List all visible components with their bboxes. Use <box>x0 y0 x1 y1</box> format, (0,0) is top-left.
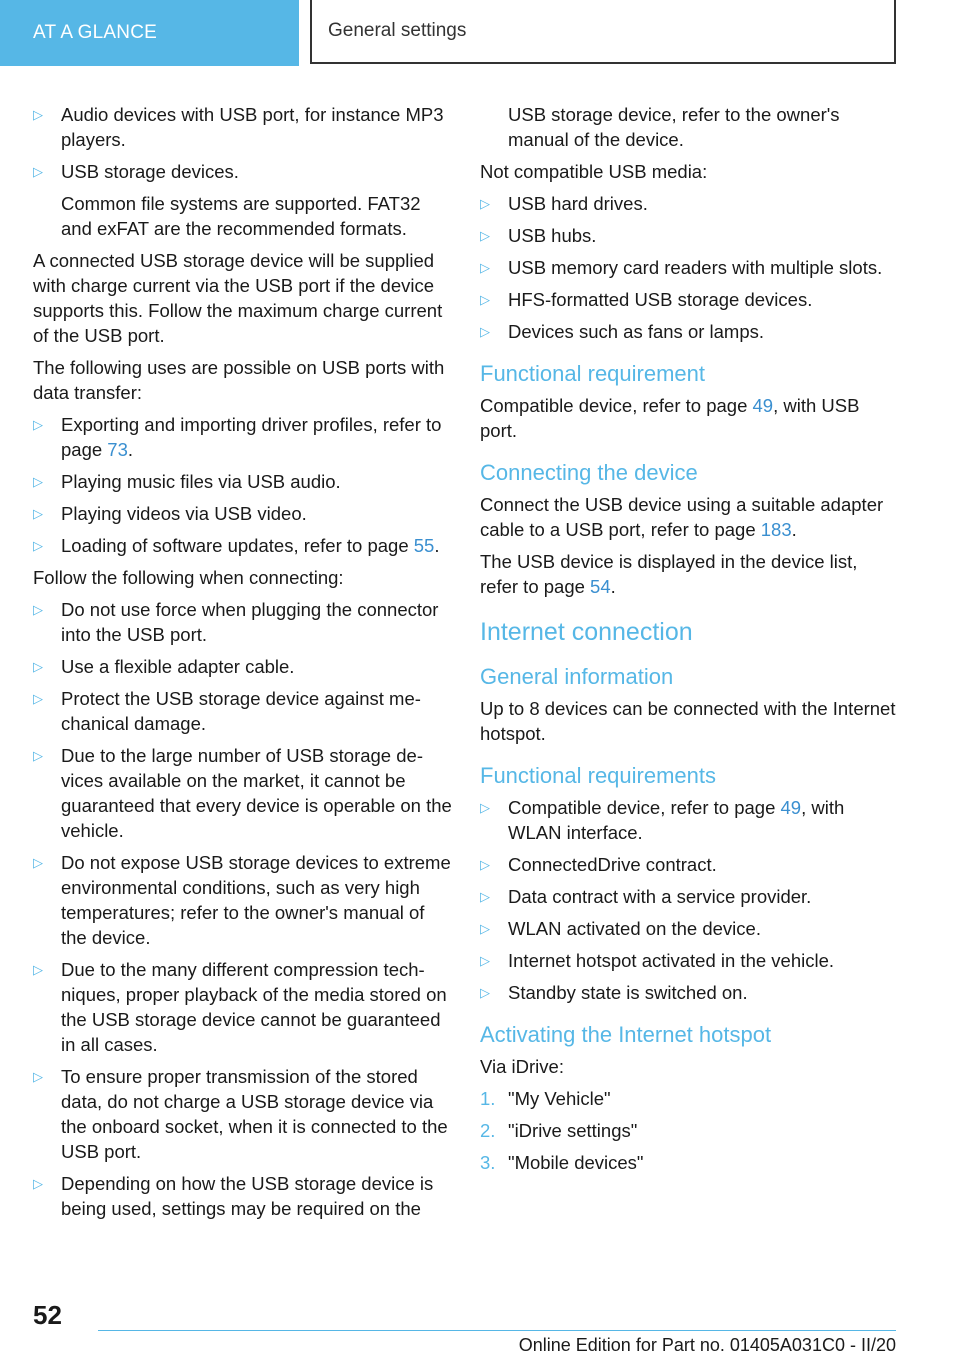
list-item: ▷ ConnectedDrive contract. <box>480 854 717 875</box>
bullet-icon: ▷ <box>33 602 43 617</box>
list-item: ▷ Depending on how the USB storage device is being used, settings may be required on the <box>33 1173 434 1219</box>
paragraph: The USB device is displayed in the device list, refer to page 54. <box>480 551 858 597</box>
step-number: 3. <box>480 1152 496 1173</box>
bullet-icon: ▷ <box>480 260 490 275</box>
left-column <box>33 102 453 1228</box>
list-item: ▷ Do not expose USB storage devices to extreme environmental conditions, such as very high temperatures; refer to the owner's manual of the device. <box>33 852 451 948</box>
bullet-icon: ▷ <box>480 921 490 936</box>
bullet-icon: ▷ <box>33 1069 43 1084</box>
bullet-icon: ▷ <box>480 324 490 339</box>
list-item: ▷ Devices such as fans or lamps. <box>480 321 765 342</box>
list-item: ▷ Compatible device, refer to page 49, with WLAN interface. <box>480 797 845 843</box>
list-item: ▷ HFS-formatted USB storage devices. <box>480 289 813 310</box>
step-number: 2. <box>480 1120 496 1141</box>
list-item: ▷ Due to the large number of USB storage devices available on the market, it cannot be guaranteed that every device is operable on the vehicle. <box>33 745 452 841</box>
page-title: General settings <box>310 0 896 64</box>
bullet-icon: ▷ <box>33 474 43 489</box>
page-header <box>0 0 960 66</box>
list-item: ▷ USB storage devices. Common file systems are supported. FAT32 and exFAT are the recommended formats. <box>33 159 453 241</box>
bullet-icon: ▷ <box>33 107 43 122</box>
list-item: ▷ USB memory card readers with multiple slots. <box>480 257 883 278</box>
bullet-icon: ▷ <box>480 889 490 904</box>
bullet-icon: ▷ <box>480 857 490 872</box>
bullet-icon: ▷ <box>480 292 490 307</box>
continued-text: USB storage device, refer to the owner's manual of the device. <box>508 104 840 150</box>
paragraph: Via iDrive: <box>480 1056 564 1077</box>
bullet-icon: ▷ <box>33 962 43 977</box>
step-number: 1. <box>480 1088 496 1109</box>
section-heading: Connecting the device <box>480 460 698 485</box>
usb-uses-list <box>33 412 453 558</box>
bullet-icon: ▷ <box>33 659 43 674</box>
list-item: ▷ To ensure proper transmission of the stored data, do not charge a USB storage device via the onboard socket, when it is connected to the USB port. <box>33 1066 448 1162</box>
paragraph: The following uses are possible on USB ports with data transfer: <box>33 357 445 403</box>
paragraph: Connect the USB device using a suitable adapter cable to a USB port, refer to page 183. <box>480 494 884 540</box>
list-item-note: Common file systems are supported. FAT32 and exFAT are the recommended formats. <box>61 193 421 239</box>
edition-note: Online Edition for Part no. 01405A031C0 - II/20 <box>518 1335 896 1355</box>
section-heading: Functional requirements <box>480 763 717 788</box>
page-number: 52 <box>33 1300 62 1330</box>
bullet-icon: ▷ <box>33 748 43 763</box>
not-compatible-list <box>480 191 900 344</box>
list-item: ▷ Playing music files via USB audio. <box>33 471 341 492</box>
list-item: ▷ Protect the USB storage device against mechanical damage. <box>33 688 421 734</box>
bullet-icon: ▷ <box>480 228 490 243</box>
step-item: 2. "iDrive settings" <box>480 1120 638 1141</box>
bullet-icon: ▷ <box>480 953 490 968</box>
list-item: ▷ Playing videos via USB video. <box>33 503 307 524</box>
list-item: ▷ Standby state is switched on. <box>480 982 748 1003</box>
page-link[interactable]: 183 <box>760 519 792 540</box>
paragraph: A connected USB storage device will be supplied with charge current via the USB port if the device supports this. Follow the maximum charge current of the USB port. <box>33 250 443 346</box>
section-heading: General information <box>480 664 674 689</box>
chapter-heading: Internet connection <box>480 618 693 646</box>
paragraph: Not compatible USB media: <box>480 161 708 182</box>
bullet-icon: ▷ <box>33 1176 43 1191</box>
list-item: ▷ Audio devices with USB port, for instance MP3 players. <box>33 104 444 150</box>
paragraph: Compatible device, refer to page 49, with USB port. <box>480 395 860 441</box>
bullet-icon: ▷ <box>480 196 490 211</box>
list-item: ▷ WLAN activated on the device. <box>480 918 761 939</box>
list-item: ▷ Internet hotspot activated in the vehicle. <box>480 950 835 971</box>
page-link[interactable]: 49 <box>752 395 774 416</box>
paragraph: Follow the following when connecting: <box>33 567 344 588</box>
connecting-notes-list <box>33 597 453 1221</box>
requirements-list <box>480 795 900 1005</box>
bullet-icon: ▷ <box>480 800 490 815</box>
section-tab[interactable]: AT A GLANCE <box>0 0 299 66</box>
step-item: 1. "My Vehicle" <box>480 1088 611 1109</box>
page-link[interactable]: 49 <box>780 797 802 818</box>
list-item: ▷ Loading of software updates, refer to page 55. <box>33 535 440 556</box>
usb-device-list <box>33 102 453 241</box>
right-column <box>480 102 900 1182</box>
bullet-icon: ▷ <box>33 691 43 706</box>
steps-list <box>480 1086 900 1175</box>
bullet-icon: ▷ <box>33 506 43 521</box>
paragraph: Up to 8 devices can be connected with the Internet hotspot. <box>480 698 896 744</box>
list-item: ▷ Data contract with a service provider. <box>480 886 812 907</box>
bullet-icon: ▷ <box>33 538 43 553</box>
bullet-icon: ▷ <box>33 855 43 870</box>
page-link[interactable]: 55 <box>413 535 435 556</box>
list-item: ▷ USB hard drives. <box>480 193 648 214</box>
bullet-icon: ▷ <box>480 985 490 1000</box>
page-link[interactable]: 54 <box>590 576 611 597</box>
bullet-icon: ▷ <box>33 164 43 179</box>
step-item: 3. "Mobile devices" <box>480 1152 644 1173</box>
list-item: ▷ Do not use force when plugging the connector into the USB port. <box>33 599 439 645</box>
section-heading: Activating the Internet hotspot <box>480 1022 772 1047</box>
list-item: ▷ USB hubs. <box>480 225 597 246</box>
bullet-icon: ▷ <box>33 417 43 432</box>
section-heading: Functional requirement <box>480 361 706 386</box>
list-item: ▷ Use a flexible adapter cable. <box>33 656 295 677</box>
list-item: ▷ Exporting and importing driver profiles, refer to page 73. <box>33 414 442 460</box>
page-link[interactable]: 73 <box>107 439 128 460</box>
list-item: ▷ Due to the many different compression techniques, proper playback of the media stored on the USB storage device cannot be guaranteed in all cases. <box>33 959 447 1055</box>
